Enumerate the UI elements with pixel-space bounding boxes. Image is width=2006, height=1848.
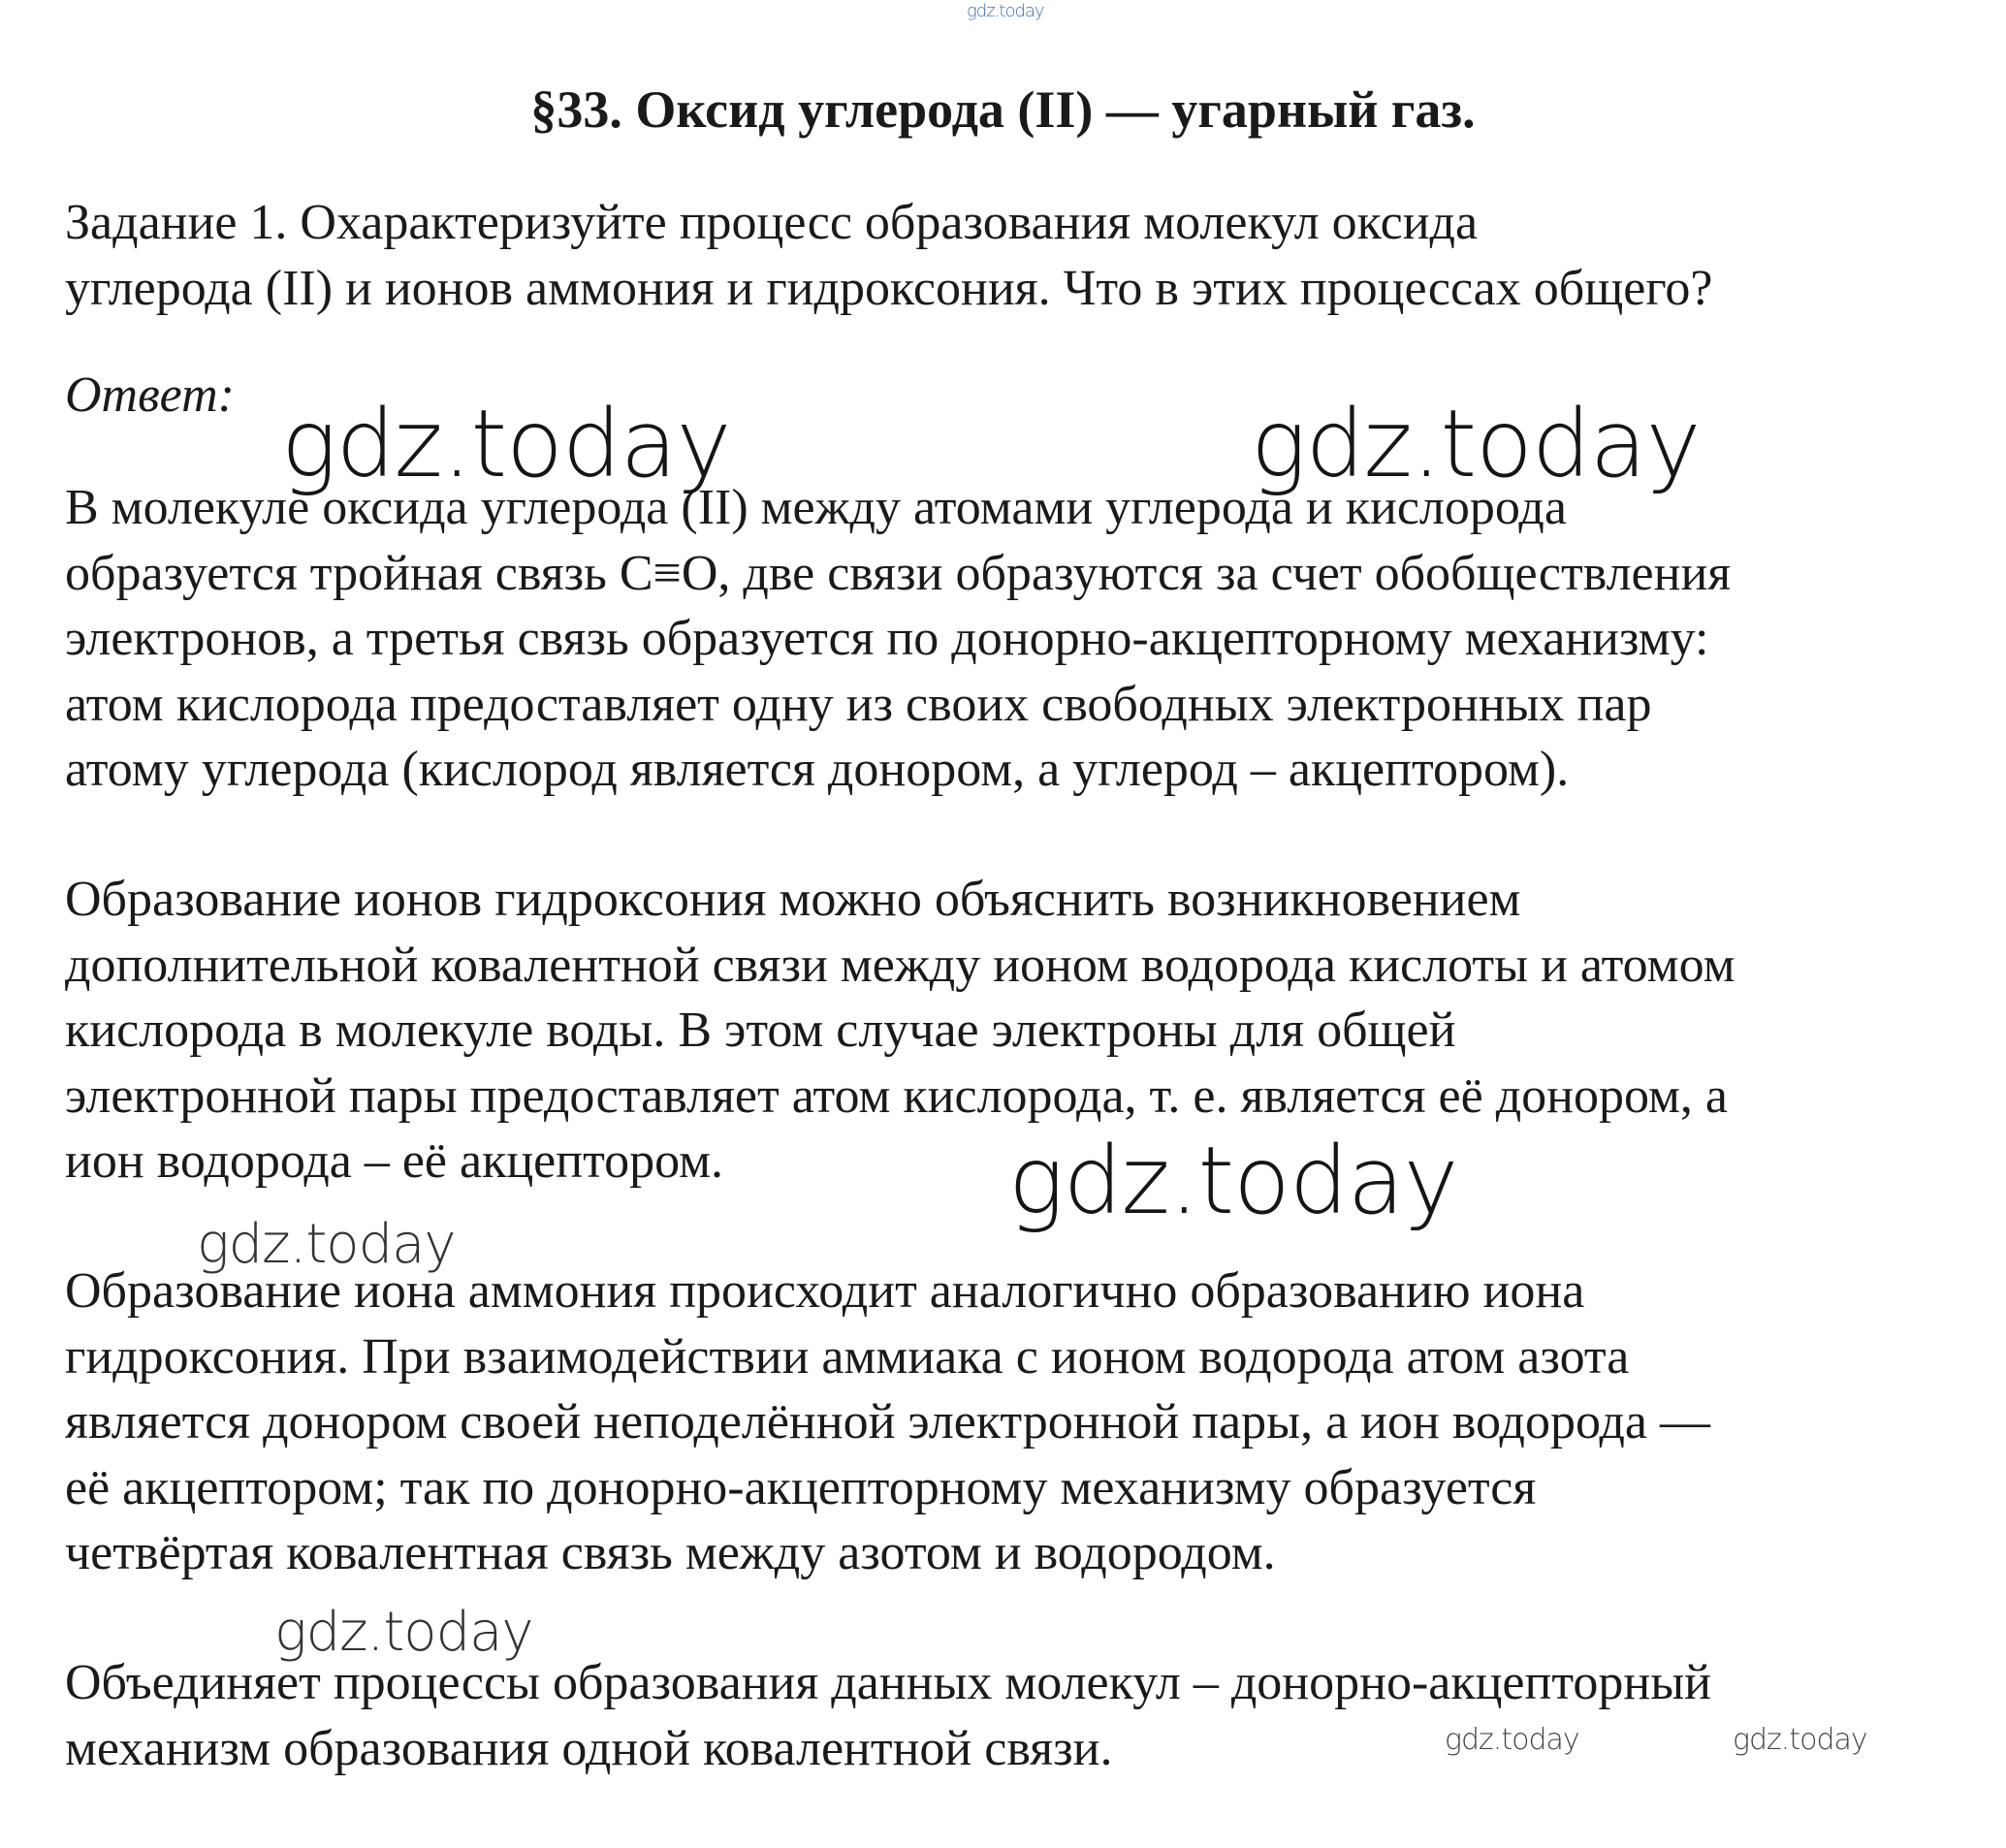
paragraph-line: образуется тройная связь С≡О, две связи образуются за счет обобществления	[65, 545, 1732, 601]
watermark: gdz.today	[1445, 1723, 1579, 1757]
paragraph-line: В молекуле оксида углерода (II) между атомами углерода и кислорода	[65, 480, 1567, 535]
paragraph-line: электронной пары предоставляет атом кислорода, т. е. является её донором, а	[65, 1067, 1728, 1124]
paragraph-line: электронов, а третья связь образуется по донорно-акцепторному механизму:	[65, 611, 1709, 666]
paragraph-line: атому углерода (кислород является донором, а углерод – акцептором).	[65, 742, 1570, 797]
paragraph-line: её акцептором; так по донорно-акцепторному механизму образуется	[65, 1459, 1537, 1515]
paragraph-line: Объединяет процессы образования данных молекул – донорно-акцепторный	[65, 1655, 1711, 1710]
paragraph-line: атом кислорода предоставляет одну из своих свободных электронных пар	[65, 676, 1652, 732]
answer-paragraph-summary	[65, 1650, 1965, 1781]
paragraph-line: ион водорода – её акцептором.	[65, 1133, 724, 1189]
task-line: углерода (II) и ионов аммония и гидроксония. Что в этих процессах общего?	[65, 260, 1713, 316]
paragraph-line: гидроксония. При взаимодействии аммиака с ионом водорода атом азота	[65, 1328, 1630, 1385]
answer-paragraph-co	[65, 475, 1965, 803]
top-watermark: gdz.today	[967, 1, 1044, 21]
watermark: gdz.today	[281, 390, 731, 498]
paragraph-line: Образование ионов гидроксония можно объяснить возникновением	[65, 872, 1521, 927]
task-text	[65, 190, 1965, 321]
watermark: gdz.today	[1008, 1127, 1458, 1235]
paragraph-line: кислорода в молекуле воды. В этом случае электроны для общей	[65, 1003, 1456, 1058]
paragraph-line: Образование иона аммония происходит аналогично образованию иона	[65, 1263, 1585, 1319]
watermark: gdz.today	[197, 1213, 456, 1276]
watermark: gdz.today	[1733, 1723, 1867, 1757]
page-title: §33. Оксид углерода (II) — угарный газ.	[530, 80, 1476, 139]
answer-paragraph-ammonium	[65, 1259, 1965, 1586]
paragraph-line: механизм образования одной ковалентной связи.	[65, 1720, 1113, 1776]
paragraph-line: является донором своей неподелённой электронной пары, а ион водорода —	[65, 1394, 1711, 1450]
paragraph-line: дополнительной ковалентной связи между ионом водорода кислоты и атомом	[65, 937, 1735, 993]
task-line: Задание 1. Охарактеризуйте процесс образования молекул оксида	[65, 195, 1479, 250]
watermark: gdz.today	[274, 1601, 533, 1664]
answer-label: Ответ:	[65, 367, 235, 423]
paragraph-line: четвёртая ковалентная связь между азотом и водородом.	[65, 1525, 1276, 1580]
watermark: gdz.today	[1251, 390, 1701, 498]
